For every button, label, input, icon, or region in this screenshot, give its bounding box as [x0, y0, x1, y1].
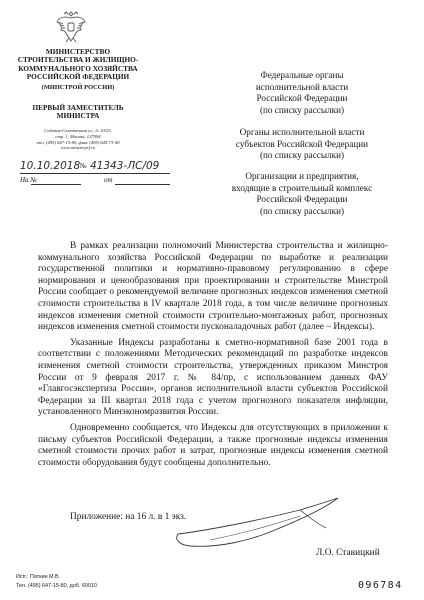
reference-date-label: от — [104, 176, 113, 184]
reference-number-label: На № — [20, 176, 37, 184]
ministry-abbreviation: (МИНСТРОЙ РОССИИ) — [41, 84, 115, 91]
sender-position: ПЕРВЫЙ ЗАМЕСТИТЕЛЬ МИНИСТРА — [32, 103, 124, 121]
ministry-address: Садовая-Самотечная ул., д. 10/23, стр. 1, Москва, 127994 тел. (495) 647-15-80, факс (495) 645-73-40 www.minstroyrf.ru — [36, 128, 120, 151]
letter-body — [38, 241, 388, 469]
russian-coat-of-arms-icon — [55, 8, 87, 44]
reference-date-blank — [115, 184, 170, 185]
registration-date: 10.10.2018 — [20, 160, 81, 172]
registration-number: 41343-ЛС/09 — [90, 160, 160, 172]
signer-name: Л.О. Ставицкий — [316, 548, 380, 558]
body-paragraph-1: В рамках реализации полномочий Министерства строительства и жилищно-коммунального хозяйства Российской Федерации по выработке и реализации государственной политики и нормативно-правовому регулированию в сфере нормирования и ценообразования при проектировании и строительстве Минстрой России сообщает о рекомендуемой величине прогнозных индексов изменения сметной стоимости строительства в IV квартале 2018 года, в том числе величине прогнозных индексов изменения сметной стоимости строительно-монтажных работ, прогнозных индексов изменения сметной стоимости пусконаладочных работ (далее – Индексы). — [38, 241, 388, 333]
registration-underline — [20, 173, 170, 174]
executor-name: Исп.: Паткин М.В. — [16, 574, 61, 580]
document-stamp-number: 096784 — [358, 580, 403, 591]
addressee-organizations: Организации и предприятия, входящие в строительный комплекс Российской Федерации (по списку рассылки) — [231, 171, 373, 216]
number-symbol: № — [80, 162, 87, 170]
addressee-regional-bodies: Органы исполнительной власти субъектов Российской Федерации (по списку рассылки) — [235, 127, 369, 161]
reference-number-blank — [31, 184, 81, 185]
executor-phone: Тел. (495) 647-15-80, доб. 60010 — [16, 583, 97, 589]
attachment-note: Приложение: на 16 л. в 1 экз. — [70, 512, 187, 522]
registration-block — [20, 160, 180, 194]
body-paragraph-2: Указанные Индексы разработаны к сметно-нормативной базе 2001 года в соответствии с положениями Методических рекомендаций по разработке индексов изменения сметной стоимости строительства, утвержденных приказом Минстроя России от 9 февраля 2017 г. № 84/пр, с использованием данных ФАУ «Главгосэкспертиза России», органов исполнительной власти субъектов Российской Федерации за III квартал 2018 года с учетом прогнозного показателя инфляции, установленного Минэкономразвития России. — [38, 337, 388, 418]
addressee-federal-bodies: Федеральные органы исполнительной власти Российской Федерации (по списку рассылки) — [255, 70, 349, 115]
ministry-name: МИНИСТЕРСТВО СТРОИТЕЛЬСТВА И ЖИЛИЩНО- КОММУНАЛЬНОГО ХОЗЯЙСТВА РОССИЙСКОЙ ФЕДЕРАЦИИ — [17, 47, 139, 82]
body-paragraph-3: Одновременно сообщается, что Индексы для отсутствующих в приложении к письму субъектов Российской Федерации, а также прогнозные индексы изменения сметной стоимости прочих работ и затрат, прогнозные индексы изменения сметной стоимости оборудования будут сообщены дополнительно. — [38, 422, 388, 468]
